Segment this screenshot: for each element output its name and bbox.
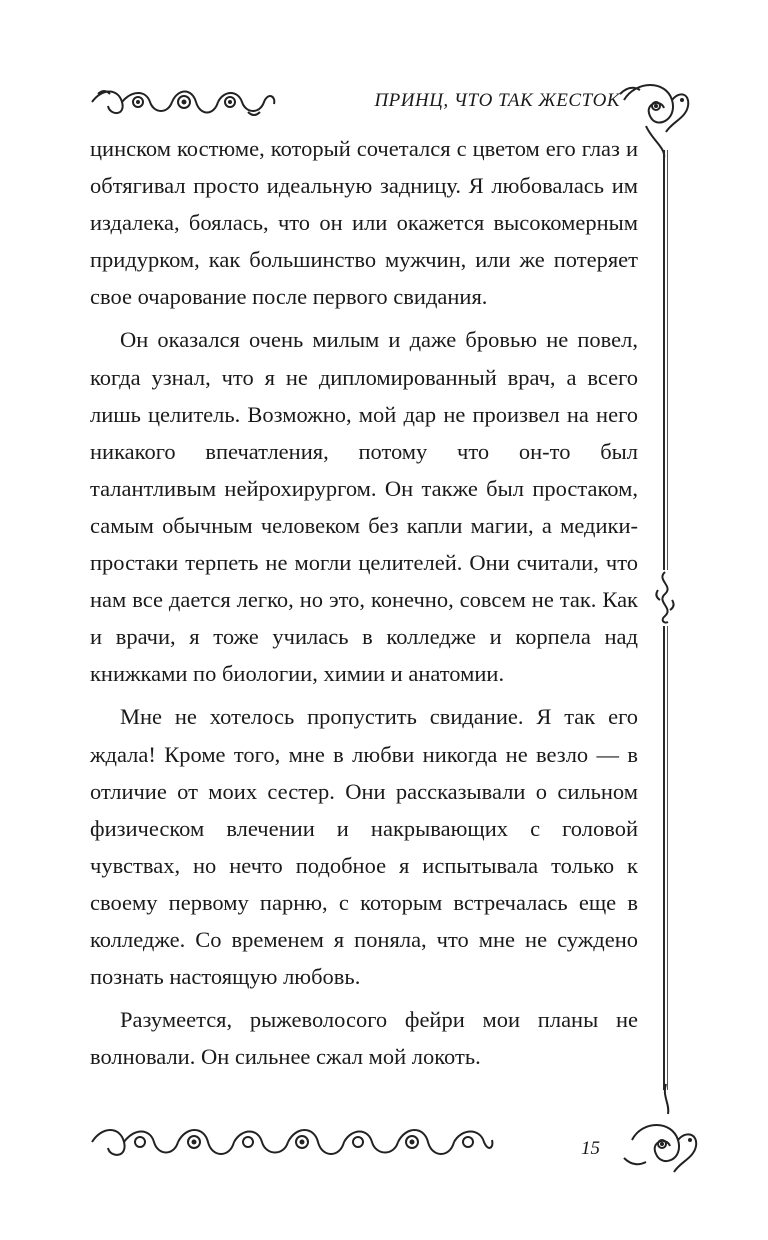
paragraph: Мне не хотелось пропустить свидание. Я так его ждала! Кроме того, мне в любви никогда не везло — в отличие от моих сестер. Они рассказывали о сильном физическом влечении и накрывающих с головой чувствах, но нечто подобное я испытывала только к своему первому парню, с которым встречалась еще в колледже. Со временем я поняла, что мне не суждено познать настоящую любовь. (90, 704, 638, 990)
page-number: 15 (581, 1138, 600, 1159)
footer-ornament-icon (88, 1122, 496, 1162)
header-ornament-icon (88, 84, 278, 120)
corner-flourish-icon (622, 1080, 702, 1175)
running-head-title: ПРИНЦ, ЧТО ТАК ЖЕСТОК (374, 90, 620, 111)
body-text (90, 130, 638, 1081)
side-flourish-icon (652, 570, 678, 626)
paragraph: Он оказался очень милым и даже бровью не повел, когда узнал, что я не дипломированный врач, а всего лишь целитель. Возможно, мой дар не произвел на него никакого впечатления, потому что он-то был талантливым нейрохирургом. Он также был простаком, самым обычным человеком без капли магии, а медики-простаки терпеть не могли целителей. Они считали, что нам все дается легко, но это, конечно, совсем не так. Как и врачи, я тоже училась в колледже и корпела над книжками по биологии, химии и анатомии. (90, 327, 638, 687)
paragraph: Разумеется, рыжеволосого фейри мои планы не волновали. Он сильнее сжал мой локоть. (90, 1007, 638, 1070)
paragraph: цинском костюме, который сочетался с цветом его глаз и обтягивал просто идеальную задницу. Я любовалась им издалека, боялась, что он или окажется высокомерным придурком, как большинство мужчин, или же потеряет свое очарование после первого свидания. (90, 136, 638, 310)
